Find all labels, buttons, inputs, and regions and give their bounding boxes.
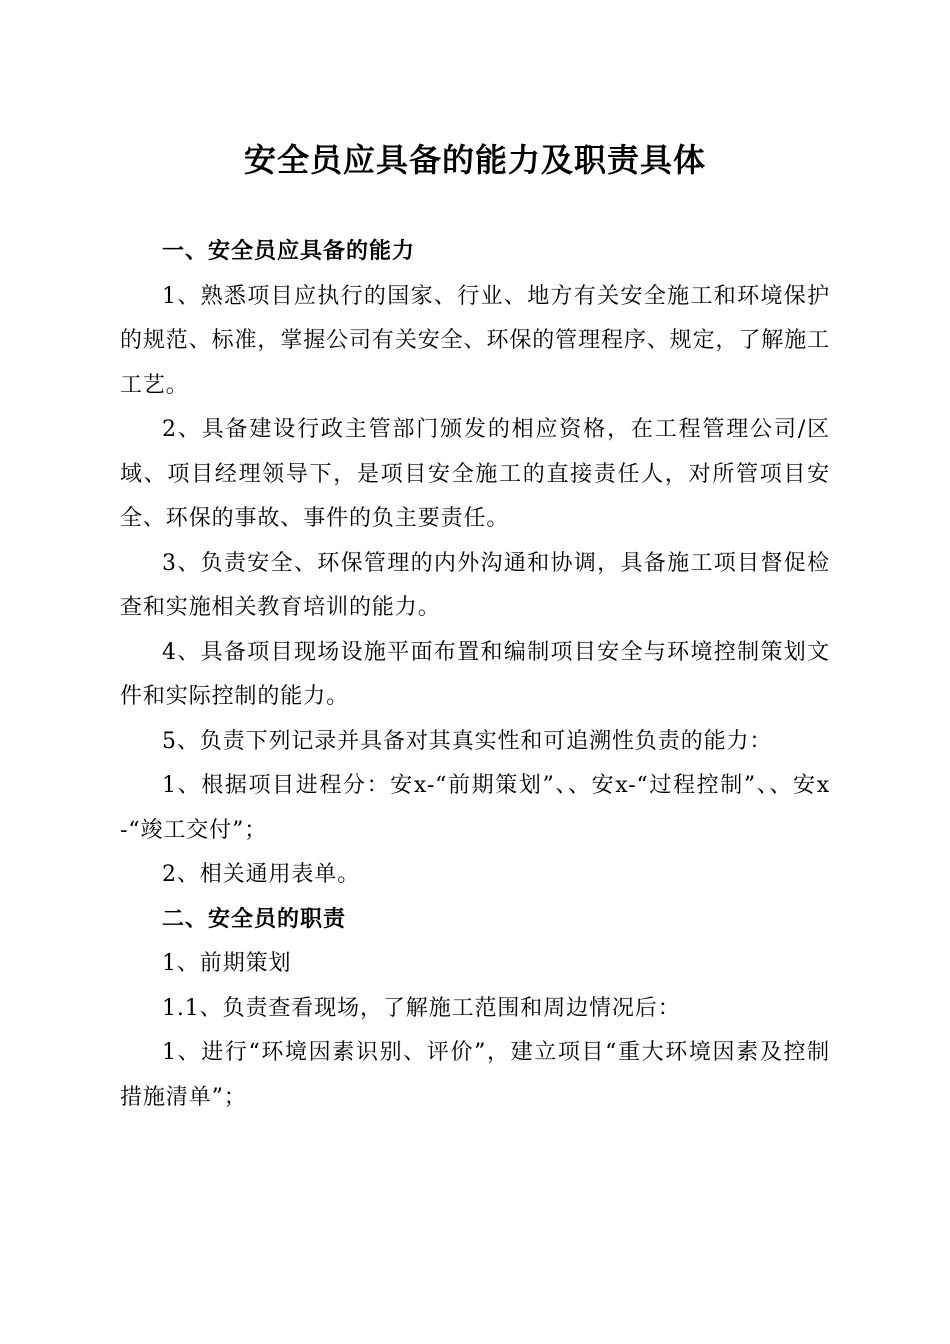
- paragraph-record-item-1: 1、根据项目进程分：安x-“前期策划”、、安x-“过程控制”、、安x-“竣工交付”；: [120, 773, 830, 843]
- section-heading-abilities: 一、安全员应具备的能力: [162, 239, 416, 264]
- paragraph-ability-4: 4、具备项目现场设施平面布置和编制项目安全与环境控制策划文件和实际控制的能力。: [120, 639, 830, 709]
- paragraph-duty-1: 1、前期策划: [162, 951, 292, 976]
- paragraph-duty-1-1: 1.1、负责查看现场，了解施工范围和周边情况后：: [162, 995, 681, 1021]
- paragraph-record-item-2: 2、相关通用表单。: [162, 862, 361, 887]
- paragraph-ability-2: 2、具备建设行政主管部门颁发的相应资格，在工程管理公司/区域、项目经理领导下，是项目安全施工的直接责任人，对所管项目安全、环保的事故、事件的负主要责任。: [120, 417, 830, 531]
- paragraph-ability-1: 1、熟悉项目应执行的国家、行业、地方有关安全施工和环境保护的规范、标准，掌握公司有关安全、环保的管理程序、规定，了解施工工艺。: [120, 283, 830, 398]
- section-heading-duties: 二、安全员的职责: [162, 906, 347, 932]
- paragraph-duty-1-1-item-1: 1、进行“环境因素识别、评价”，建立项目“重大环境因素及控制措施清单”；: [120, 1040, 830, 1110]
- paragraph-ability-5: 5、负责下列记录并具备对其真实性和可追溯性负责的能力：: [162, 728, 773, 754]
- document-body: [120, 230, 830, 1120]
- document-title: 安全员应具备的能力及职责具体: [243, 141, 706, 179]
- paragraph-ability-3: 3、负责安全、环保管理的内外沟通和协调，具备施工项目督促检查和实施相关教育培训的能力。: [120, 550, 830, 620]
